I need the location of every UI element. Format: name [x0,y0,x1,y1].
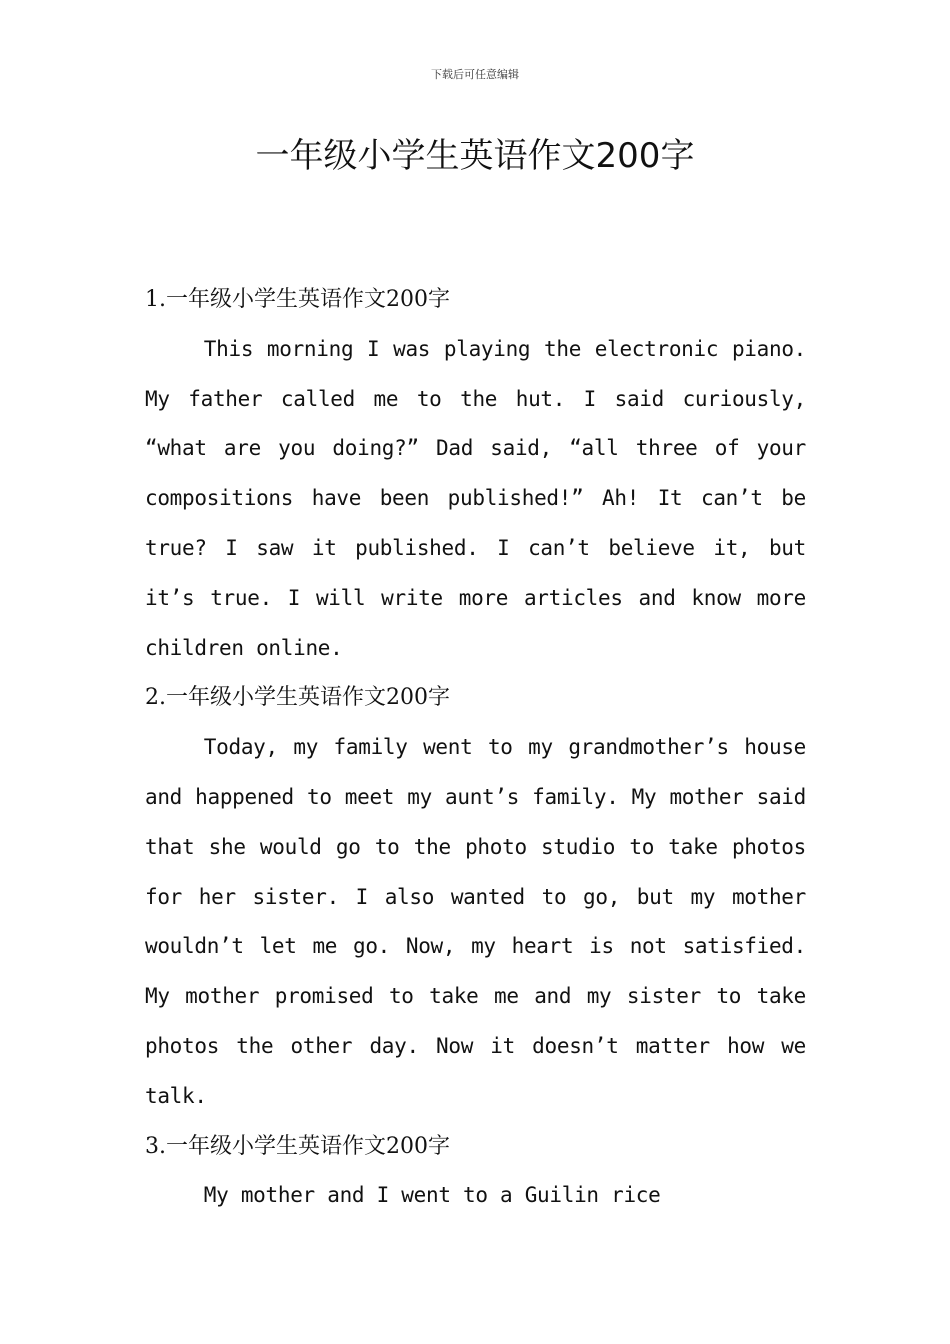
document-body [145,275,806,1221]
section-heading-3: 3.一年级小学生英语作文200字 [145,1133,450,1159]
section-paragraph-2: Today, my family went to my grandmother’s house and happened to meet my aunt’s family. My mother said that she would go to the photo studio to take photos for her sister. I also wanted to go, but my mother wouldn’t let me go. Now, my heart is not satisfied. My mother promised to take me and my sister to take photos the other day. Now it doesn’t matter how we talk. [145,735,806,1108]
header-note: 下载后可任意编辑 [431,68,519,81]
document-title: 一年级小学生英语作文200字 [255,136,695,176]
section-paragraph-3: My mother and I went to a Guilin rice [203,1183,661,1208]
section-heading-2: 2.一年级小学生英语作文200字 [145,685,450,711]
section-paragraph-1: This morning I was playing the electronic piano. My father called me to the hut. I said curiously, “what are you doing?” Dad said, “all three of your compositions have been published!” Ah! It can’t be true? I saw it published. I can’t believe it, but it’s true. I will write more articles and know more children online. [145,336,806,660]
section-heading-1: 1.一年级小学生英语作文200字 [145,287,450,312]
